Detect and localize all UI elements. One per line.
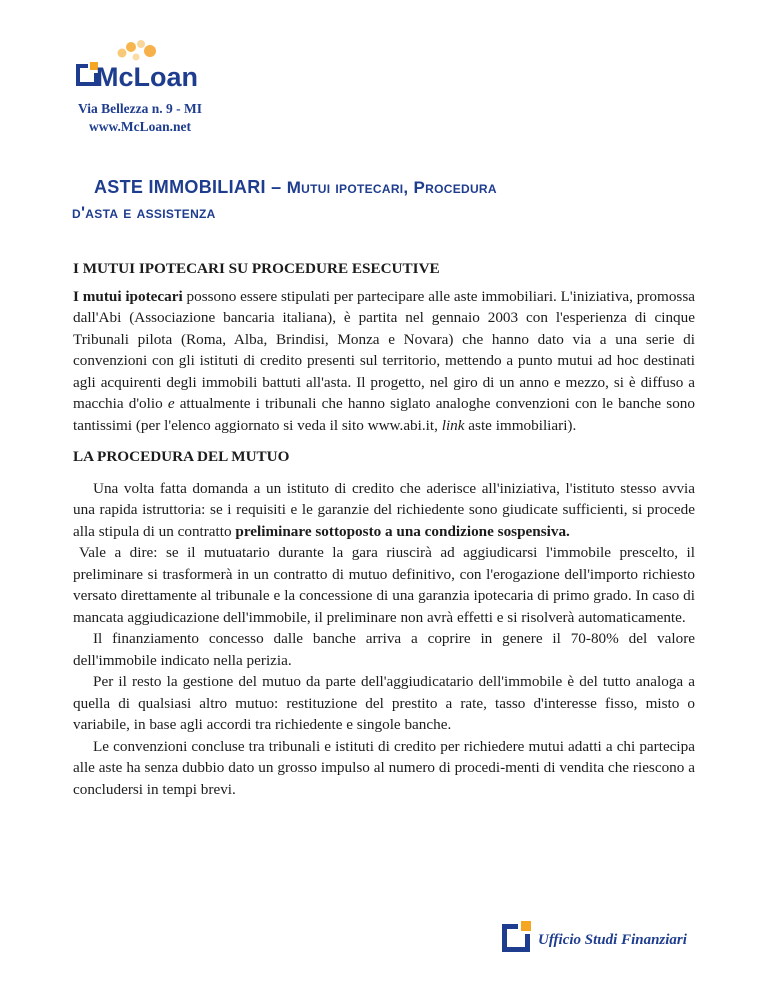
company-address-block — [60, 100, 220, 136]
company-website: www.McLoan.net — [89, 119, 191, 134]
section2-p1-bold: preliminare sottoposto a una condizione sospensiva. — [235, 522, 570, 540]
title-part-3: d'asta e assistenza — [72, 203, 216, 222]
section2-paragraph-3: Il finanziamento concesso dalle banche arriva a coprire in genere il 70-80% del valore dell'immobile indicato nella perizia. — [73, 630, 695, 669]
section1-body-a: possono essere stipulati per partecipare alle aste immobiliari. L'iniziativa, promossa dall'Abi (Associazione bancaria italiana), è partita nel gennaio 2003 con l'esperienza di cinque Tribunali pilota (Roma, Alba, Brindisi, Monza e Novara) che hanno dato via a una serie di convenzioni con gli istituti di credito presenti sul territorio, mettendo a punto mutui ad hoc destinati agli acquirenti degli immobili battuti all'asta. Il progetto, nel giro di un anno e mezzo, si è diffuso a macchia d'olio — [73, 287, 695, 412]
section1-lead: I mutui ipotecari — [73, 287, 183, 305]
section1-heading: I MUTUI IPOTECARI SU PROCEDURE ESECUTIVE — [73, 260, 440, 277]
mcloan-logo — [72, 40, 222, 98]
footer-logo-icon — [500, 918, 536, 954]
section2-heading: LA PROCEDURA DEL MUTUO — [73, 448, 290, 465]
footer-text: Ufficio Studi Finanziari — [538, 932, 687, 948]
logo-text: McLoan — [96, 62, 199, 92]
section2-p1-text: Una volta fatta domanda a un istituto di credito che aderisce all'iniziativa, l'istituto stesso avvia una rapida istruttoria: se i requisiti e le garanzie del richiedente sono giudicate sufficienti, si procede alla stipula di un contratto — [73, 479, 695, 540]
company-address: Via Bellezza n. 9 - MI — [78, 101, 202, 116]
section2-paragraph-4: Per il resto la gestione del mutuo da parte dell'aggiudicatario dell'immobile è del tutto analoga a quella di qualsiasi altro mutuo: restituzione del prestito a rate, tasso d'interesse fisso, misto o variabile, in base agli accordi tra richiedente e singole banche. — [73, 673, 695, 733]
section1-paragraph — [73, 286, 695, 437]
section2-paragraph-2: Vale a dire: se il mutuatario durante la gara riuscirà ad aggiudicarsi l'immobile prescelto, il preliminare si trasformerà in un contratto di mutuo definitivo, con l'erogazione dell'importo richiesto versato direttamente al tribunale e la concessione di una garanzia ipotecaria di primo grado. In caso di mancata aggiudicazione dell'immobile, il preliminare non avrà effetti e si risolverà automaticamente. — [73, 544, 695, 626]
section1-italic-link: link — [441, 416, 465, 434]
section1-body-b: attualmente i tribunali che hanno siglato analoghe convenzioni con le banche sono tantissimi (per l'elenco aggiornato si veda il sito www.abi.it, — [73, 395, 695, 434]
mcloan-logo-graphic — [72, 40, 222, 98]
section1-italic-e: e — [167, 395, 175, 412]
section2-paragraph-1 — [73, 478, 695, 543]
section2-paragraph-5: Le convenzioni concluse tra tribunali e istituti di credito per richiedere mutui adatti a chi partecipa alle aste ha senza dubbio dato un grosso impulso al numero di procedi-menti di vendita che riescono a concludersi in tempi brevi. — [73, 737, 695, 798]
section1-body-c: aste immobiliari). — [464, 416, 577, 434]
document-body — [73, 258, 695, 800]
title-part-1: ASTE IMMOBILIARI – — [94, 177, 287, 197]
document-title — [72, 175, 692, 225]
title-part-2: Mutui ipotecari, Procedura — [286, 178, 497, 197]
